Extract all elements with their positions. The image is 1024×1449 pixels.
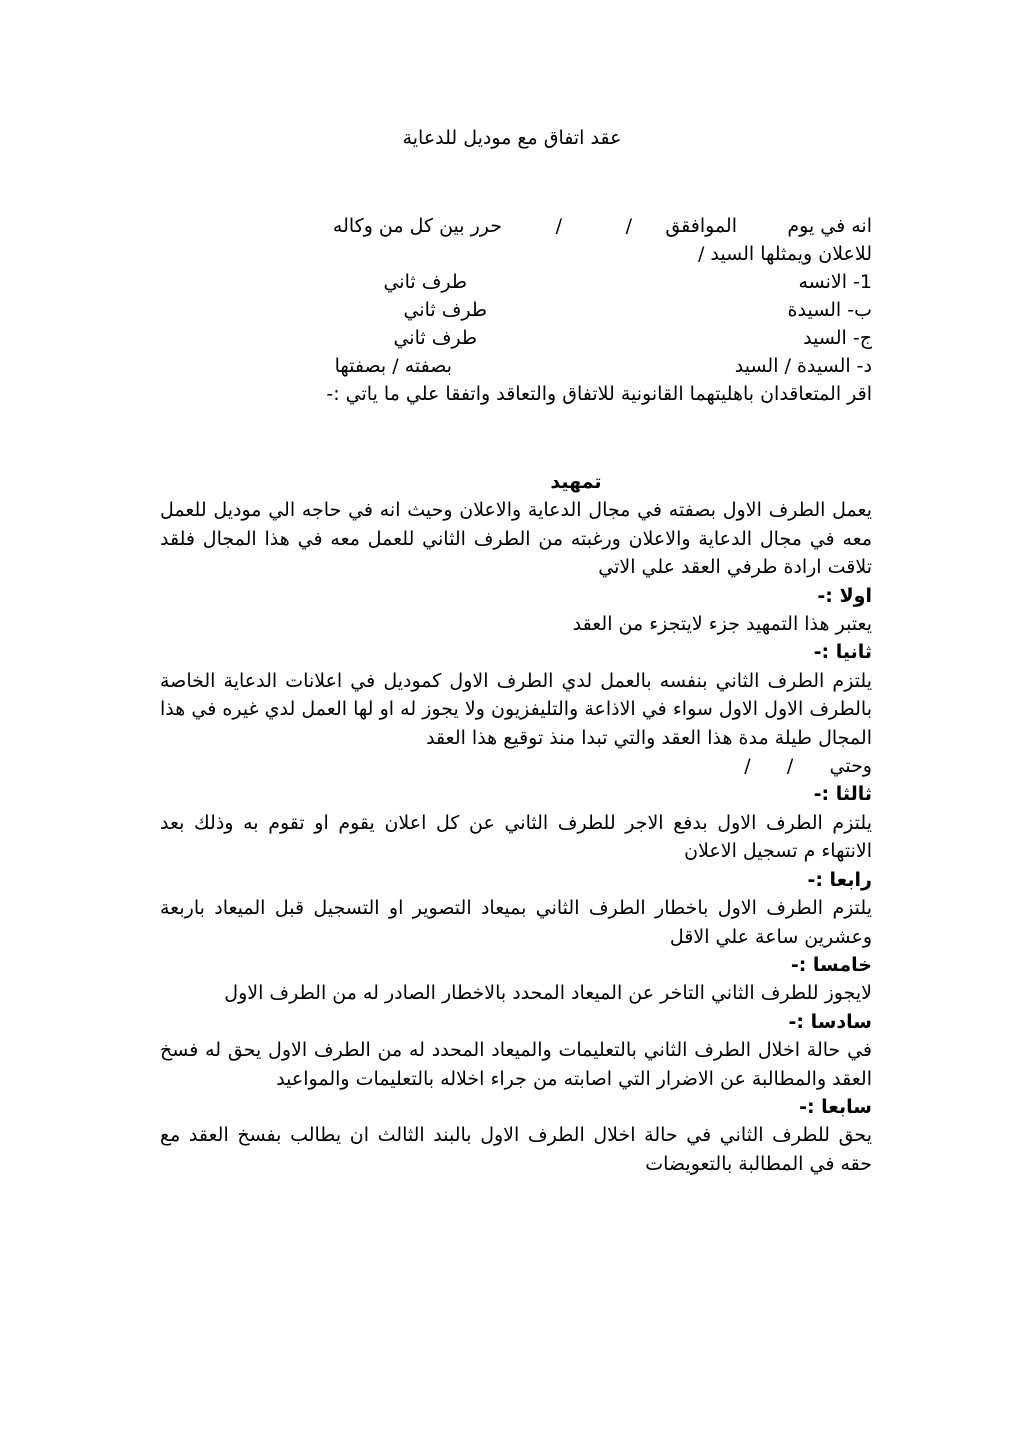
party-role: طرف ثاني (403, 299, 487, 321)
contract-body (160, 468, 872, 1178)
clause-heading: ثانيا :- (813, 641, 872, 664)
intro-day: انه في يوم (787, 215, 872, 237)
clause-heading: سابعا :- (799, 1095, 872, 1118)
acknowledgement-text: اقر المتعاقدان باهليتهما القانونية للاتفاق والتعاقد واتفقا علي ما ياتي :- (326, 383, 872, 405)
date-separator-1: / (625, 215, 632, 237)
clause-text: لايجوز للطرف الثاني التاخر عن الميعاد المحدد بالاخطار الصادر له من الطرف الاول (224, 982, 872, 1005)
date-separator-2: / (555, 215, 562, 237)
clause-heading: اولا :- (817, 584, 872, 607)
intro-representative: للاعلان ويمثلها السيد / (697, 243, 872, 265)
party-role: طرف ثاني (393, 327, 477, 349)
party-label: ج- السيد (803, 327, 872, 349)
clause-text: يحق للطرف الثاني في حالة اخلال الطرف الاول بالبند الثالث ان يطالب بفسخ العقد مع حقه في المطالبة بالتعويضات (160, 1124, 872, 1175)
party-row (272, 296, 872, 324)
preamble-text: يعمل الطرف الاول بصفته في مجال الدعاية والاعلان وحيث انه في حاجه الي موديل للعمل معه في مجال الدعاية والاعلان ورغبته من الطرف الثاني للعمل معه في هذا المجال فلقد تلاقت ارادة طرفي العقد علي الاتي (160, 499, 872, 579)
clause-text: يلتزم الطرف الاول بدفع الاجر للطرف الثاني عن كل اعلان يقوم او تقوم به وذلك بعد الانتهاء م تسجيل الاعلان (160, 811, 872, 863)
party-row (272, 352, 872, 380)
clause-heading: سادسا :- (788, 1010, 872, 1033)
party-role: بصفته / بصفتها (334, 355, 452, 377)
preamble-heading: تمهيد (550, 471, 602, 493)
clause-text: يعتبر هذا التمهيد جزء لايتجزء من العقد (572, 613, 872, 636)
acknowledgement-row (272, 380, 872, 408)
party-row (272, 268, 872, 296)
party-label: 1- الانسه (798, 271, 872, 293)
party-role: طرف ثاني (383, 271, 467, 293)
intro-corresponding: الموافقق (665, 215, 737, 237)
party-row (272, 324, 872, 352)
clause-heading: خامسا :- (790, 953, 872, 976)
party-label: د- السيدة / السيد (734, 355, 872, 377)
intro-line-1 (272, 212, 872, 240)
clause-text: يلتزم الطرف الثاني بنفسه بالعمل لدي الطرف الاول كموديل في اعلانات الدعاية الخاصة بالطرف الاول الاول سواء في الاذاعة والتليفزيون ولا يجوز له او لها العمل لدي غيره في هذا المجال طيلة مدة هذا العقد والتي تبدا منذ توقيع هذا العقد (160, 669, 872, 749)
document-title: عقد اتفاق مع موديل للدعاية (402, 127, 622, 149)
contract-intro (272, 212, 872, 408)
intro-agency: حرر بين كل من وكاله (332, 215, 502, 237)
clause-date-line: وحتي / / (744, 755, 872, 778)
intro-line-2 (272, 240, 872, 268)
clause-heading: ثالثا :- (813, 783, 872, 806)
clause-text: يلتزم الطرف الاول باخطار الطرف الثاني بميعاد التصوير او التسجيل قبل الميعاد باربعة وعشرين ساعة علي الاقل (160, 897, 872, 948)
clause-heading: رابعا :- (807, 868, 872, 891)
clause-text: في حالة اخلال الطرف الثاني بالتعليمات والميعاد المحدد له من الطرف الاول يحق له فسخ العقد والمطالبة عن الاضرار التي اصابته من جراء اخلاله بالتعليمات والمواعيد (160, 1039, 872, 1090)
party-label: ب- السيدة (787, 299, 872, 321)
